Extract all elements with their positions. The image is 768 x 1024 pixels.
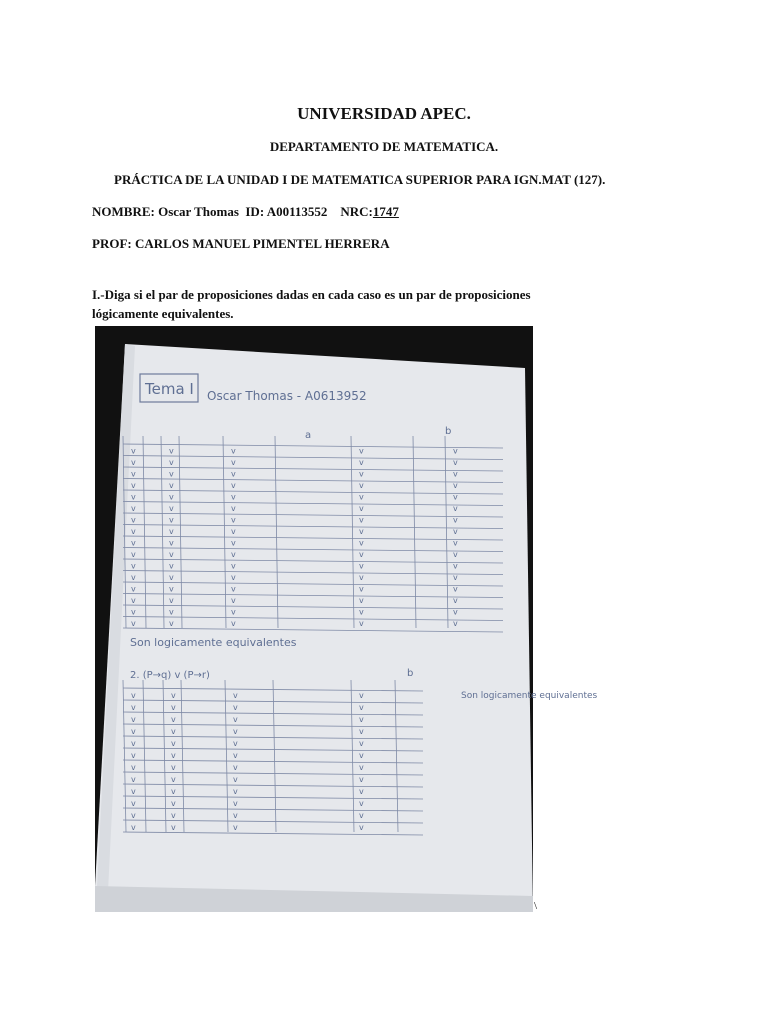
university-title: UNIVERSIDAD APEC.	[297, 104, 471, 123]
cell-mark: v	[231, 550, 236, 559]
cell-mark: v	[453, 607, 458, 617]
cell-mark: v	[131, 561, 136, 571]
cell-mark: v	[231, 481, 236, 490]
cell-mark: v	[359, 596, 364, 605]
stray-mark: \	[534, 900, 538, 912]
cell-mark: v	[131, 538, 136, 548]
cell-mark: v	[231, 538, 236, 548]
professor-line: PROF: CARLOS MANUEL PIMENTEL HERRERA	[92, 236, 390, 251]
cell-mark: v	[359, 739, 364, 748]
cell-mark: v	[453, 458, 458, 467]
cell-mark: v	[231, 596, 236, 605]
cell-mark: v	[169, 607, 174, 617]
cell-mark: v	[453, 619, 458, 628]
cell-mark: v	[453, 527, 458, 536]
cell-mark: v	[233, 727, 238, 736]
cell-mark: v	[233, 775, 238, 784]
cell-mark: v	[131, 504, 136, 513]
cell-mark: v	[231, 561, 236, 571]
cell-mark: v	[453, 584, 458, 594]
cell-mark: v	[131, 492, 136, 502]
cell-mark: v	[359, 458, 364, 467]
cell-mark: v	[131, 584, 136, 594]
cell-mark: v	[131, 573, 136, 582]
cell-mark: v	[171, 811, 176, 820]
practice-heading: PRÁCTICA DE LA UNIDAD I DE MATEMATICA SUPERIOR PARA IGN.MAT (127).	[114, 172, 606, 187]
cell-mark: v	[359, 727, 364, 736]
question-1-line-1: I.-Diga si el par de proposiciones dadas en cada caso es un par de proposiciones	[92, 287, 531, 302]
cell-mark: v	[453, 492, 458, 502]
cell-mark: v	[359, 691, 364, 700]
cell-mark: v	[169, 596, 174, 605]
cell-mark: v	[359, 584, 364, 594]
cell-mark: v	[359, 550, 364, 559]
cell-mark: v	[169, 469, 174, 479]
cell-mark: v	[169, 550, 174, 559]
cell-mark: v	[233, 787, 238, 796]
cell-mark: v	[453, 446, 458, 456]
cell-mark: v	[453, 481, 458, 490]
svg-text:Oscar Thomas - A0613952: Oscar Thomas - A0613952	[207, 389, 367, 403]
cell-mark: v	[131, 458, 136, 467]
svg-text:Tema I: Tema I	[145, 380, 194, 398]
cell-mark: v	[233, 703, 238, 712]
cell-mark: v	[231, 584, 236, 594]
cell-mark: v	[131, 799, 136, 808]
cell-mark: v	[169, 492, 174, 502]
cell-mark: v	[453, 561, 458, 571]
cell-mark: v	[171, 775, 176, 784]
cell-mark: v	[169, 561, 174, 571]
cell-mark: v	[131, 481, 136, 490]
cell-mark: v	[359, 811, 364, 820]
cell-mark: v	[171, 799, 176, 808]
cell-mark: v	[233, 715, 238, 724]
cell-mark: v	[359, 751, 364, 760]
cell-mark: v	[359, 527, 364, 536]
cell-mark: v	[231, 504, 236, 513]
cell-mark: v	[171, 727, 176, 736]
cell-mark: v	[359, 515, 364, 525]
cell-mark: v	[233, 763, 238, 772]
cell-mark: v	[359, 607, 364, 617]
cell-mark: v	[131, 469, 136, 479]
department-heading: DEPARTAMENTO DE MATEMATICA.	[269, 139, 499, 154]
cell-mark: v	[131, 446, 136, 456]
cell-mark: v	[169, 504, 174, 513]
id-label: ID:	[245, 204, 265, 219]
cell-mark: v	[233, 811, 238, 820]
cell-mark: v	[231, 573, 236, 582]
cell-mark: v	[131, 703, 136, 712]
cell-mark: v	[359, 775, 364, 784]
cell-mark: v	[359, 799, 364, 808]
svg-text:a: a	[305, 430, 312, 441]
cell-mark: v	[169, 481, 174, 490]
cell-mark: v	[169, 446, 174, 456]
cell-mark: v	[131, 739, 136, 748]
nrc-value: 1747	[372, 204, 399, 219]
cell-mark: v	[131, 596, 136, 605]
student-name: Oscar Thomas	[158, 204, 239, 219]
cell-mark: v	[233, 739, 238, 748]
name-label: NOMBRE:	[92, 204, 155, 219]
note-1: Son logicamente equivalentes	[130, 636, 297, 649]
cell-mark: v	[231, 515, 236, 525]
cell-mark: v	[169, 573, 174, 582]
cell-mark: v	[359, 481, 364, 490]
cell-mark: v	[131, 811, 136, 820]
cell-mark: v	[453, 596, 458, 605]
cell-mark: v	[233, 751, 238, 760]
cell-mark: v	[131, 775, 136, 784]
cell-mark: v	[359, 715, 364, 724]
cell-mark: v	[131, 715, 136, 724]
cell-mark: v	[233, 823, 238, 832]
cell-mark: v	[359, 573, 364, 582]
cell-mark: v	[231, 607, 236, 617]
cell-mark: v	[171, 823, 176, 832]
cell-mark: v	[231, 492, 236, 502]
cell-mark: v	[169, 619, 174, 628]
question-1-line-2: lógicamente equivalentes.	[92, 306, 234, 321]
svg-text:b: b	[445, 426, 452, 437]
cell-mark: v	[233, 691, 238, 700]
student-id: A00113552	[266, 204, 328, 219]
nrc-label: NRC:	[340, 204, 373, 219]
student-info	[92, 204, 399, 220]
cell-mark: v	[359, 446, 364, 456]
cell-mark: v	[131, 787, 136, 796]
cell-mark: v	[453, 469, 458, 479]
cell-mark: v	[231, 458, 236, 467]
cell-mark: v	[169, 538, 174, 548]
cell-mark: v	[359, 561, 364, 571]
item-2-label: 2. (P→q) v (P→r)	[130, 670, 210, 681]
cell-mark: v	[131, 691, 136, 700]
cell-mark: v	[131, 527, 136, 536]
cell-mark: v	[359, 823, 364, 832]
cell-mark: v	[359, 538, 364, 548]
handwritten-truth-tables	[95, 326, 598, 912]
note-2: Son logicamente equivalentes	[461, 691, 598, 701]
cell-mark: v	[171, 787, 176, 796]
cell-mark: v	[359, 787, 364, 796]
cell-mark: v	[359, 763, 364, 772]
cell-mark: v	[171, 739, 176, 748]
cell-mark: v	[131, 619, 136, 628]
cell-mark: v	[131, 751, 136, 760]
cell-mark: v	[169, 515, 174, 525]
cell-mark: v	[359, 469, 364, 479]
cell-mark: v	[359, 492, 364, 502]
cell-mark: v	[131, 763, 136, 772]
cell-mark: v	[453, 550, 458, 559]
svg-text:b: b	[407, 668, 414, 679]
cell-mark: v	[171, 691, 176, 700]
cell-mark: v	[453, 504, 458, 513]
cell-mark: v	[231, 469, 236, 479]
cell-mark: v	[359, 703, 364, 712]
cell-mark: v	[131, 823, 136, 832]
homework-photo	[95, 326, 598, 912]
cell-mark: v	[169, 527, 174, 536]
cell-mark: v	[169, 584, 174, 594]
cell-mark: v	[453, 515, 458, 525]
cell-mark: v	[453, 573, 458, 582]
cell-mark: v	[453, 538, 458, 548]
cell-mark: v	[171, 715, 176, 724]
cell-mark: v	[169, 458, 174, 467]
cell-mark: v	[171, 763, 176, 772]
cell-mark: v	[131, 550, 136, 559]
cell-mark: v	[231, 527, 236, 536]
cell-mark: v	[359, 619, 364, 628]
cell-mark: v	[171, 703, 176, 712]
cell-mark: v	[171, 751, 176, 760]
cell-mark: v	[359, 504, 364, 513]
cell-mark: v	[131, 515, 136, 525]
cell-mark: v	[131, 727, 136, 736]
cell-mark: v	[131, 607, 136, 617]
cell-mark: v	[233, 799, 238, 808]
cell-mark: v	[231, 446, 236, 456]
cell-mark: v	[231, 619, 236, 628]
